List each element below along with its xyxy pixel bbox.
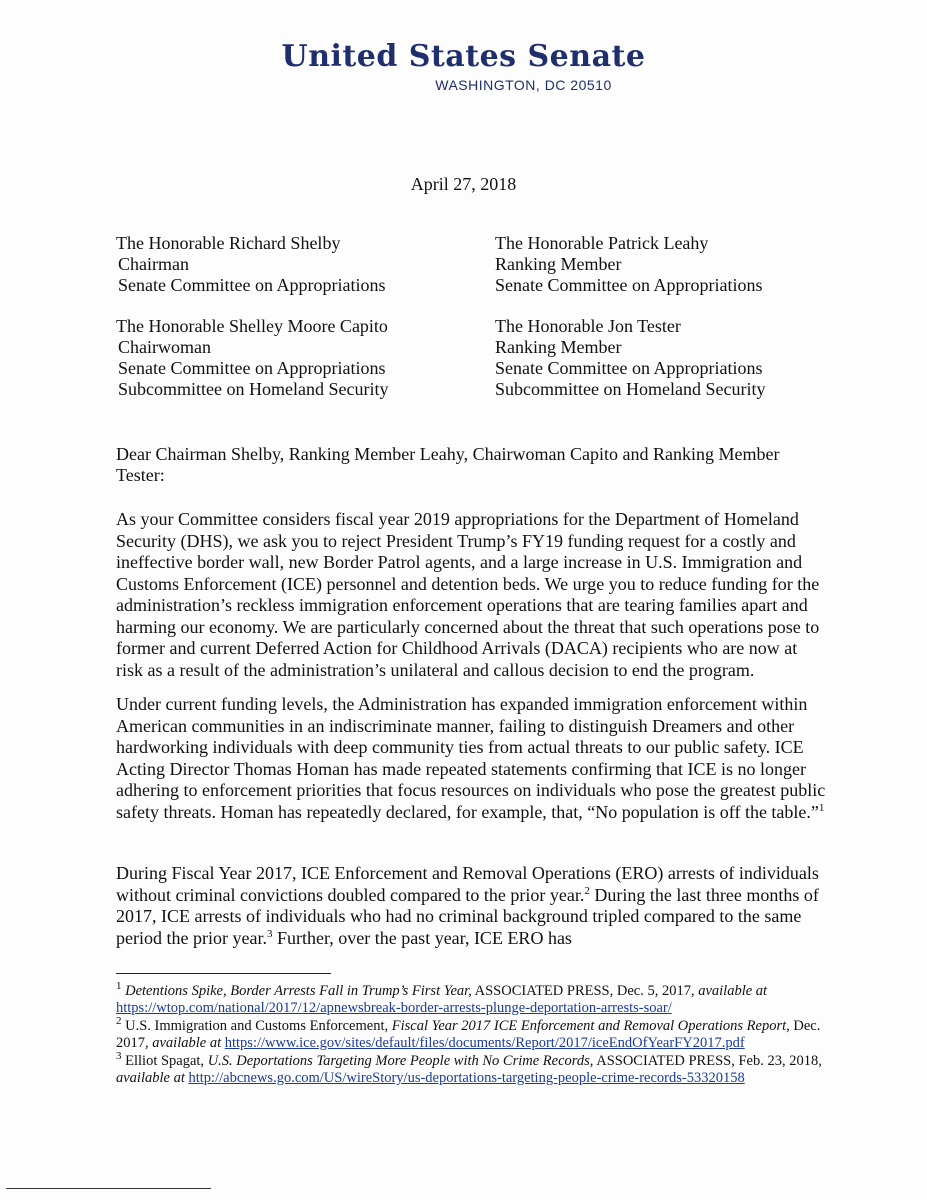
footnote-link[interactable]: https://www.ice.gov/sites/default/files/documents/Report/2017/iceEndOfYearFY2017.pdf (224, 1035, 745, 1051)
recipient-sub: Subcommittee on Homeland Security (495, 379, 766, 399)
footnote-available: available at (152, 1035, 222, 1051)
recipient-title: Ranking Member (495, 254, 622, 274)
paragraph-3-text-c: Further, over the past year, ICE ERO has (272, 927, 572, 948)
recipient-org: Senate Committee on Appropriations (118, 275, 386, 295)
paragraph-3 (116, 863, 828, 949)
page-edge-rule (6, 1188, 211, 1189)
footnote-source: Dec. 2017, (116, 1018, 821, 1051)
footnote-title: Fiscal Year 2017 ICE Enforcement and Removal Operations Report, (391, 1018, 790, 1034)
footnote-link[interactable]: http://abcnews.go.com/US/wireStory/us-deportations-targeting-people-crime-records-53320158 (188, 1070, 745, 1086)
footnote-number: 2 (116, 1015, 122, 1028)
footnote-link[interactable]: https://wtop.com/national/2017/12/apnewsbreak-border-arrests-plunge-deportation-arrests-soar/ (116, 1000, 672, 1016)
recipient-org: Senate Committee on Appropriations (118, 358, 386, 378)
recipient-sub: Subcommittee on Homeland Security (118, 379, 389, 399)
footnote-3 (116, 1050, 828, 1087)
footnote-source: ASSOCIATED PRESS, Dec. 5, 2017, (471, 983, 699, 999)
recipient-capito (116, 316, 388, 400)
recipient-org: Senate Committee on Appropriations (495, 275, 763, 295)
paragraph-3-text-b: During the last three months of 2017, ICE arrests of individuals who had no criminal background tripled compared to the same period the prior year. (116, 884, 819, 948)
recipient-leahy (495, 233, 762, 296)
footnote-author: U.S. Immigration and Customs Enforcement, (121, 1018, 392, 1034)
paragraph-3-text-a: During Fiscal Year 2017, ICE Enforcement and Removal Operations (ERO) arrests of individuals without criminal convictions doubled compared to the prior year. (116, 863, 819, 905)
footnote-number: 3 (116, 1050, 122, 1063)
footnote-title: Detentions Spike, Border Arrests Fall in Trump’s First Year, (125, 983, 472, 999)
recipient-org: Senate Committee on Appropriations (495, 358, 763, 378)
footnote-source: ASSOCIATED PRESS, Feb. 23, 2018, (593, 1053, 822, 1069)
letter-date: April 27, 2018 (410, 174, 517, 194)
recipient-shelby (116, 233, 385, 296)
paragraph-2 (116, 694, 828, 823)
recipient-title: Chairwoman (118, 337, 211, 357)
footnote-number: 1 (116, 980, 122, 993)
footnote-available: available at (116, 1070, 185, 1086)
recipient-name: The Honorable Jon Tester (495, 316, 681, 336)
recipient-name: The Honorable Shelley Moore Capito (116, 316, 388, 336)
paragraph-1: As your Committee considers fiscal year 2019 appropriations for the Department of Homeland Security (DHS), we ask you to reject President Trump’s FY19 funding request for a costly and ineffective border wall, new Border Patrol agents, and a large increase in U.S. Immigration and Customs Enforcement (ICE) personnel and detention beds. We urge you to reduce funding for the administration’s reckless immigration enforcement operations that are tearing families apart and harming our economy. We are particularly concerned about the threat that such operations pose to former and current Deferred Action for Childhood Arrivals (DACA) recipients who are now at risk as a result of the administration’s unilateral and callous decision to end the program. (116, 509, 820, 680)
letterhead (0, 40, 927, 93)
footnote-2 (116, 1015, 828, 1052)
footnote-ref-3[interactable]: 3 (266, 927, 273, 940)
paragraph-2-text: Under current funding levels, the Administration has expanded immigration enforcement within American communities in an indiscriminate manner, failing to distinguish Dreamers and other hardworking individuals with deep community ties from actual threats to our public safety. ICE Acting Director Thomas Homan has made repeated statements confirming that ICE is no longer adhering to enforcement priorities that focus resources on individuals who pose the greatest public safety threats. Homan has repeatedly declared, for example, that, “No population is off the table.” (116, 694, 826, 822)
footnote-1 (116, 980, 828, 1017)
recipient-name: The Honorable Patrick Leahy (495, 233, 709, 253)
footnote-divider (116, 973, 331, 974)
footnote-ref-2[interactable]: 2 (584, 884, 590, 897)
recipient-tester (495, 316, 765, 400)
footnote-title: U.S. Deportations Targeting More People with No Crime Records, (207, 1053, 594, 1069)
salutation: Dear Chairman Shelby, Ranking Member Leahy, Chairwoman Capito and Ranking Member Tester: (116, 444, 780, 485)
letterhead-title: United States Senate (281, 39, 646, 74)
letterhead-address: WASHINGTON, DC 20510 (435, 77, 612, 93)
footnote-ref-1[interactable]: 1 (818, 801, 825, 814)
recipient-title: Ranking Member (495, 337, 622, 357)
footnote-available: available at (698, 983, 768, 999)
footnote-author: Elliot Spagat, (121, 1053, 208, 1069)
recipient-title: Chairman (118, 254, 189, 274)
recipient-name: The Honorable Richard Shelby (116, 233, 341, 253)
